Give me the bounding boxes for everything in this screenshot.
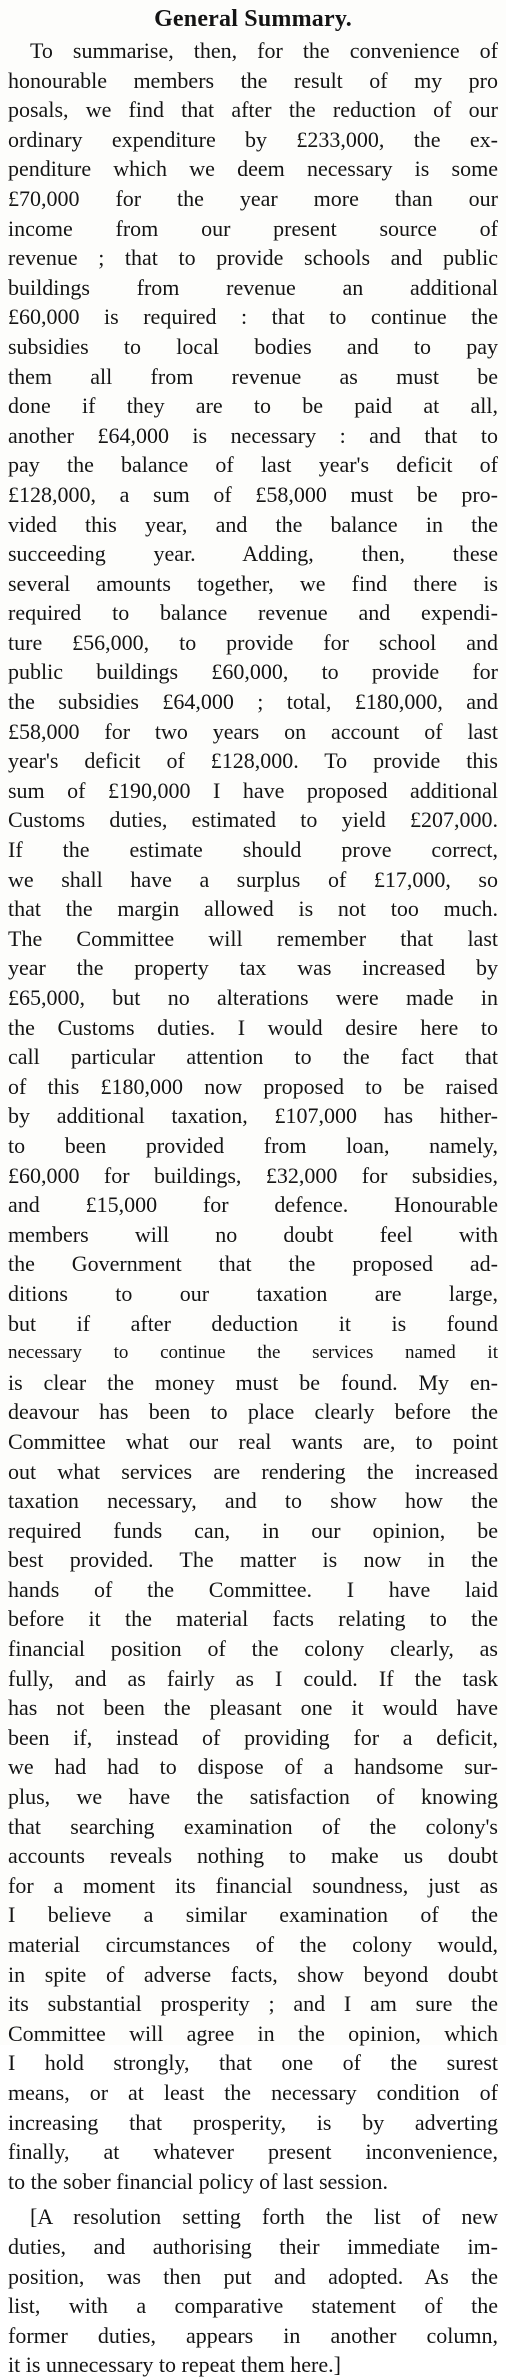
text-line: been if, instead of providing for a deficit,: [8, 1724, 498, 1750]
text-line: to the sober financial policy of last session.: [8, 2168, 389, 2194]
text-line: to been provided from loan, namely,: [8, 1132, 498, 1158]
text-line: list, with a comparative statement of the: [8, 2293, 498, 2319]
text-line: several amounts together, we find there is: [8, 570, 498, 596]
text-line: is clear the money must be found. My en-: [8, 1369, 498, 1395]
text-line: fully, and as fairly as I could. If the task: [8, 1665, 498, 1691]
text-line: the Customs duties. I would desire here to: [8, 1014, 498, 1040]
text-line: by additional taxation, £107,000 has hither-: [8, 1103, 498, 1129]
text-line: The Committee will remember that last: [8, 925, 498, 951]
text-line: year the property tax was increased by: [8, 955, 498, 981]
text-line: in spite of adverse facts, show beyond doubt: [8, 1961, 498, 1987]
text-line: members will no doubt feel with: [8, 1221, 498, 1247]
text-line: ture £56,000, to provide for school and: [8, 629, 498, 655]
text-line: I hold strongly, that one of the surest: [8, 2050, 498, 2076]
text-line: material circumstances of the colony would,: [8, 1932, 498, 1957]
text-line: for a moment its financial soundness, just as: [8, 1872, 498, 1898]
text-line: accounts reveals nothing to make us doubt: [8, 1843, 498, 1869]
text-line: done if they are to be paid at all,: [8, 393, 498, 419]
text-line: penditure which we deem necessary is some: [8, 156, 498, 182]
text-line: that the margin allowed is not too much.: [8, 896, 498, 922]
text-line: before it the material facts relating to the: [8, 1606, 498, 1632]
text-line: required funds can, in our opinion, be: [8, 1517, 498, 1543]
text-line: call particular attention to the fact that: [8, 1044, 498, 1070]
text-line: hands of the Committee. I have laid: [8, 1576, 498, 1602]
text-line: £128,000, a sum of £58,000 must be pro-: [8, 481, 498, 507]
text-line: that searching examination of the colony's: [8, 1813, 498, 1839]
text-line: has not been the pleasant one it would have: [8, 1695, 498, 1721]
text-line: To summarise, then, for the convenience of: [30, 38, 498, 63]
text-line: [A resolution setting forth the list of new: [30, 2204, 498, 2230]
text-line: ordinary expenditure by £233,000, the ex-: [8, 126, 498, 152]
text-line: £65,000, but no alterations were made in: [8, 985, 498, 1010]
text-line: year's deficit of £128,000. To provide this: [8, 748, 498, 774]
text-line: the subsidies £64,000 ; total, £180,000, and: [8, 689, 498, 715]
text-line: honourable members the result of my pro: [8, 67, 498, 93]
text-line: its substantial prosperity ; and I am sure the: [8, 1991, 498, 2017]
text-line: them all from revenue as must be: [8, 363, 498, 389]
text-line: but if after deduction it is found: [8, 1310, 498, 1336]
text-line: the Government that the proposed ad-: [8, 1251, 498, 1277]
text-line: £70,000 for the year more than our: [8, 185, 498, 211]
section-heading: General Summary.: [154, 6, 352, 32]
text-line: financial position of the colony clearly, as: [8, 1636, 498, 1662]
text-line: posals, we find that after the reduction of our: [8, 97, 498, 123]
text-line: of this £180,000 now proposed to be raised: [8, 1073, 498, 1099]
text-line: buildings from revenue an additional: [8, 274, 498, 300]
text-line: Customs duties, estimated to yield £207,000.: [8, 807, 498, 833]
text-line: we shall have a surplus of £17,000, so: [8, 866, 498, 892]
text-line: out what services are rendering the increased: [8, 1458, 498, 1484]
text-line: we had had to dispose of a handsome sur-: [8, 1754, 498, 1780]
text-line: I believe a similar examination of the: [8, 1902, 498, 1928]
text-line: Committee will agree in the opinion, which: [8, 2020, 498, 2046]
text-line: £58,000 for two years on account of last: [8, 718, 498, 744]
text-line: sum of £190,000 I have proposed additional: [8, 777, 498, 803]
text-line: required to balance revenue and expendi-: [8, 600, 498, 626]
text-line: public buildings £60,000, to provide for: [8, 659, 498, 685]
text-line: £60,000 is required : that to continue the: [8, 304, 498, 330]
text-line: vided this year, and the balance in the: [8, 511, 498, 537]
text-line: best provided. The matter is now in the: [8, 1547, 498, 1573]
text-line: taxation necessary, and to show how the: [8, 1488, 498, 1514]
text-line: means, or at least the necessary condition of: [8, 2079, 498, 2105]
text-line: plus, we have the satisfaction of knowing: [8, 1784, 498, 1810]
text-line: another £64,000 is necessary : and that to: [8, 422, 498, 448]
text-line: If the estimate should prove correct,: [8, 837, 498, 863]
text-line: ditions to our taxation are large,: [8, 1280, 498, 1306]
text-line: income from our present source of: [8, 215, 498, 241]
text-line: £60,000 for buildings, £32,000 for subsidies,: [8, 1162, 498, 1188]
text-line: it is unnecessary to repeat them here.]: [8, 2352, 341, 2378]
text-line: finally, at whatever present inconvenience,: [8, 2139, 498, 2165]
text-line: revenue ; that to provide schools and public: [8, 245, 498, 271]
summary-paragraph: [8, 36, 498, 2196]
text-line: and £15,000 for defence. Honourable: [8, 1192, 498, 1218]
text-line: duties, and authorising their immediate im-: [8, 2233, 498, 2259]
text-line: position, was then put and adopted. As the: [8, 2263, 498, 2289]
text-line: increasing that prosperity, is by adverting: [8, 2109, 498, 2135]
text-line: Committee what our real wants are, to point: [8, 1428, 498, 1454]
text-line: necessary to continue the services named it: [8, 1342, 498, 1364]
text-line: subsidies to local bodies and to pay: [8, 333, 498, 359]
text-line: deavour has been to place clearly before the: [8, 1399, 498, 1425]
text-line: former duties, appears in another column,: [8, 2322, 498, 2348]
text-line: succeeding year. Adding, then, these: [8, 541, 498, 567]
text-line: pay the balance of last year's deficit of: [8, 452, 498, 478]
resolution-paragraph: [8, 2202, 498, 2380]
